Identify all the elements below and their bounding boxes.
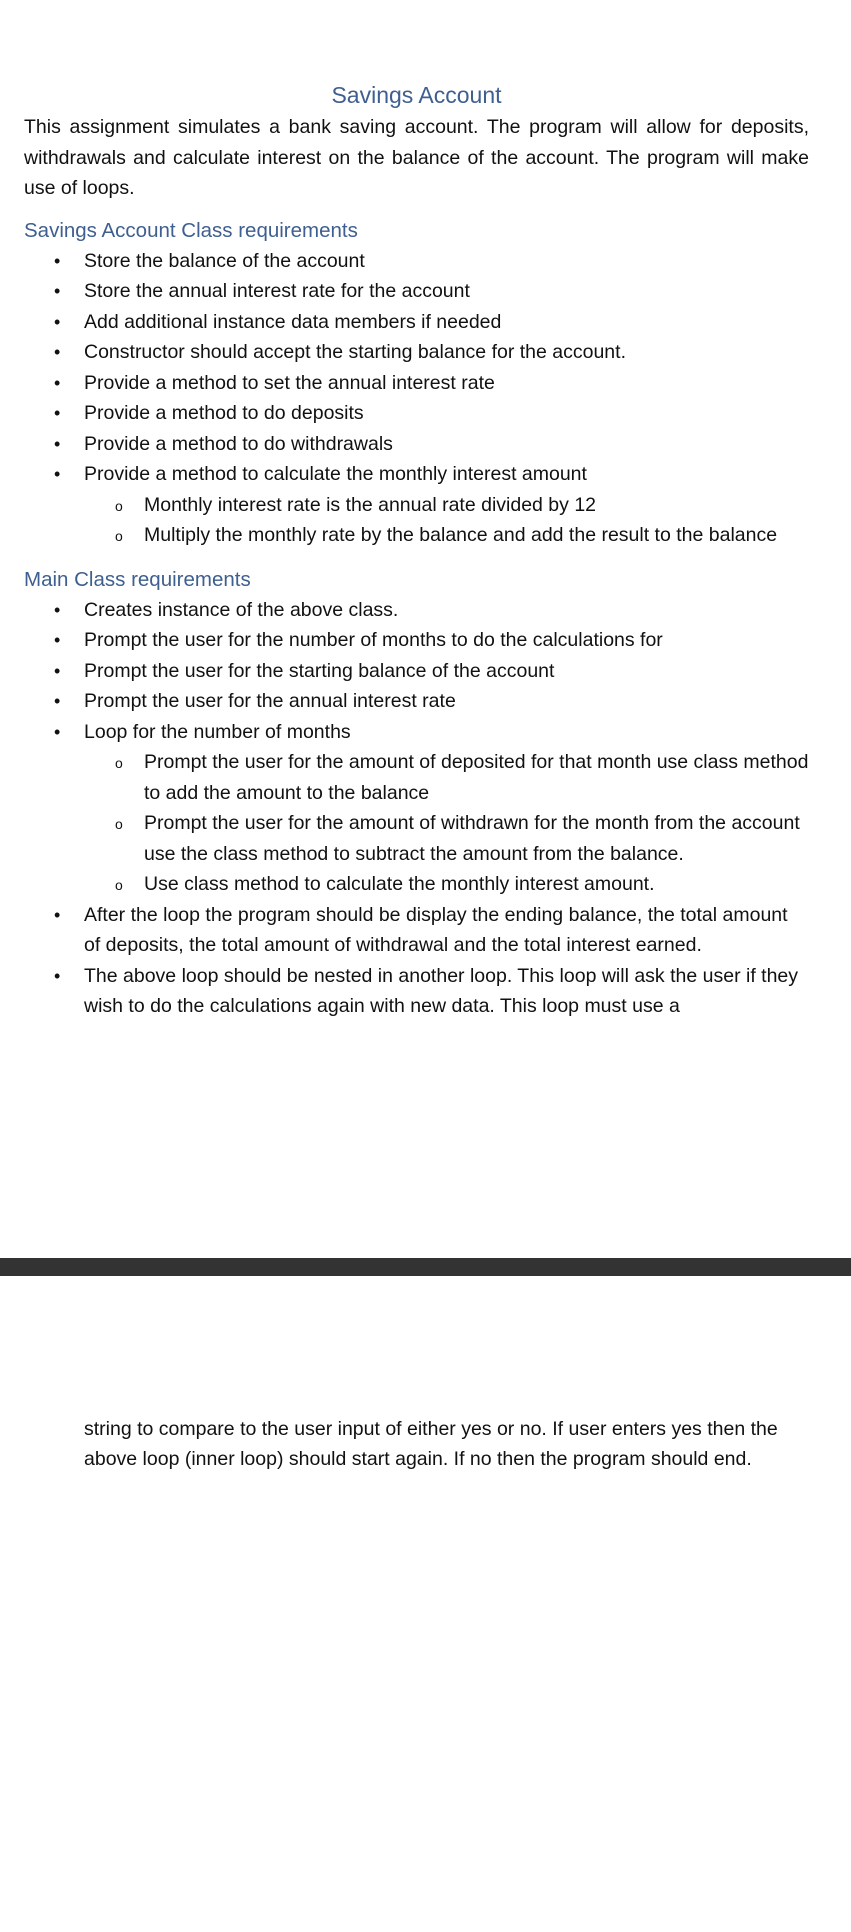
page-separator <box>0 1258 851 1276</box>
list-item <box>24 459 809 551</box>
bullet-icon: • <box>54 599 61 620</box>
sub-list-item <box>84 490 809 521</box>
circle-bullet-icon: o <box>115 528 123 544</box>
list-item <box>24 246 809 277</box>
bullet-icon: • <box>54 433 61 454</box>
list-item-text: Store the balance of the account <box>84 249 365 272</box>
page-1-content <box>24 78 809 1022</box>
circle-bullet-icon: o <box>115 816 123 832</box>
list-item <box>24 625 809 656</box>
list-item-text: Constructor should accept the starting balance for the account. <box>84 341 626 363</box>
sub-list-item <box>84 808 809 869</box>
list-item <box>24 398 809 429</box>
bullet-icon: • <box>54 721 61 742</box>
bullet-icon: • <box>54 372 61 393</box>
list-item-text: The above loop should be nested in another loop. This loop will ask the user if they wish to do the calculations again with new data. This loop must use a <box>84 964 799 1017</box>
sub-list-item <box>84 869 809 900</box>
list-item <box>24 656 809 687</box>
circle-bullet-icon: o <box>115 755 123 771</box>
list-item <box>24 686 809 717</box>
sub-list-item <box>84 520 809 551</box>
list-item <box>24 307 809 338</box>
main-class-requirements-list <box>24 595 809 1022</box>
section-spacer <box>24 551 809 565</box>
list-item <box>24 595 809 626</box>
list-item <box>24 961 809 1022</box>
circle-bullet-icon: o <box>115 877 123 893</box>
document-title: Savings Account <box>331 82 502 108</box>
bullet-icon: • <box>54 403 61 423</box>
list-item-text: Provide a method to calculate the monthly interest amount <box>84 463 587 485</box>
list-item <box>24 429 809 460</box>
document-page-2 <box>0 1276 851 1932</box>
bullet-icon: • <box>54 342 61 362</box>
list-item-text: Loop for the number of months <box>84 720 351 743</box>
bullet-icon: • <box>54 965 61 986</box>
sub-list-item-text: Use class method to calculate the monthly interest amount. <box>144 873 655 895</box>
list-item <box>24 276 809 307</box>
sub-list-item <box>84 747 809 808</box>
savings-class-requirements-list <box>24 246 809 551</box>
bullet-icon: • <box>54 660 61 681</box>
sub-list-item-text: Prompt the user for the amount of withdrawn for the month from the account use the class method to subtract the amount from the balance. <box>144 812 800 865</box>
list-item-text: Provide a method to set the annual interest rate <box>84 371 495 394</box>
list-item-text: After the loop the program should be display the ending balance, the total amount of deposits, the total amount of withdrawal and the total interest earned. <box>84 903 788 956</box>
sub-list-item-text: Monthly interest rate is the annual rate divided by 12 <box>144 493 597 516</box>
bullet-icon: • <box>54 311 61 332</box>
sub-list-item-text: Multiply the monthly rate by the balance and add the result to the balance <box>144 524 778 546</box>
list-item <box>24 717 809 900</box>
list-item-text: Prompt the user for the number of months to do the calculations for <box>84 629 663 651</box>
bullet-icon: • <box>54 904 61 925</box>
circle-bullet-icon: o <box>115 497 123 514</box>
savings-class-heading: Savings Account Class requirements <box>24 218 358 242</box>
bullet-icon: • <box>54 464 61 484</box>
list-item <box>24 337 809 368</box>
list-item-text: Provide a method to do deposits <box>84 402 364 424</box>
list-item-text: Store the annual interest rate for the account <box>84 280 470 302</box>
list-item-text: Prompt the user for the starting balance of the account <box>84 659 555 682</box>
list-item-text: Prompt the user for the annual interest rate <box>84 690 456 712</box>
list-item-text: Add additional instance data members if needed <box>84 310 502 333</box>
interest-calculation-sublist <box>84 490 809 551</box>
bullet-icon: • <box>54 630 61 650</box>
intro-paragraph: This assignment simulates a bank saving account. The program will allow for deposits, withdrawals and calculate interest on the balance of the account. The program will make use of loops. <box>24 116 809 199</box>
list-item <box>24 900 809 961</box>
bullet-icon: • <box>54 250 61 271</box>
bullet-icon: • <box>54 281 61 301</box>
list-item <box>24 368 809 399</box>
sub-list-item-text: Prompt the user for the amount of deposited for that month use class method to add the amount to the balance <box>144 751 809 804</box>
main-class-heading: Main Class requirements <box>24 567 251 591</box>
page-2-content <box>24 1394 809 1494</box>
list-item-text: Provide a method to do withdrawals <box>84 432 393 455</box>
bullet-icon: • <box>54 691 61 711</box>
list-item-text: Creates instance of the above class. <box>84 598 399 621</box>
continued-list-text: string to compare to the user input of either yes or no. If user enters yes then the above loop (inner loop) should start again. If no then the program should end. <box>84 1417 778 1470</box>
monthly-loop-sublist <box>84 747 809 900</box>
